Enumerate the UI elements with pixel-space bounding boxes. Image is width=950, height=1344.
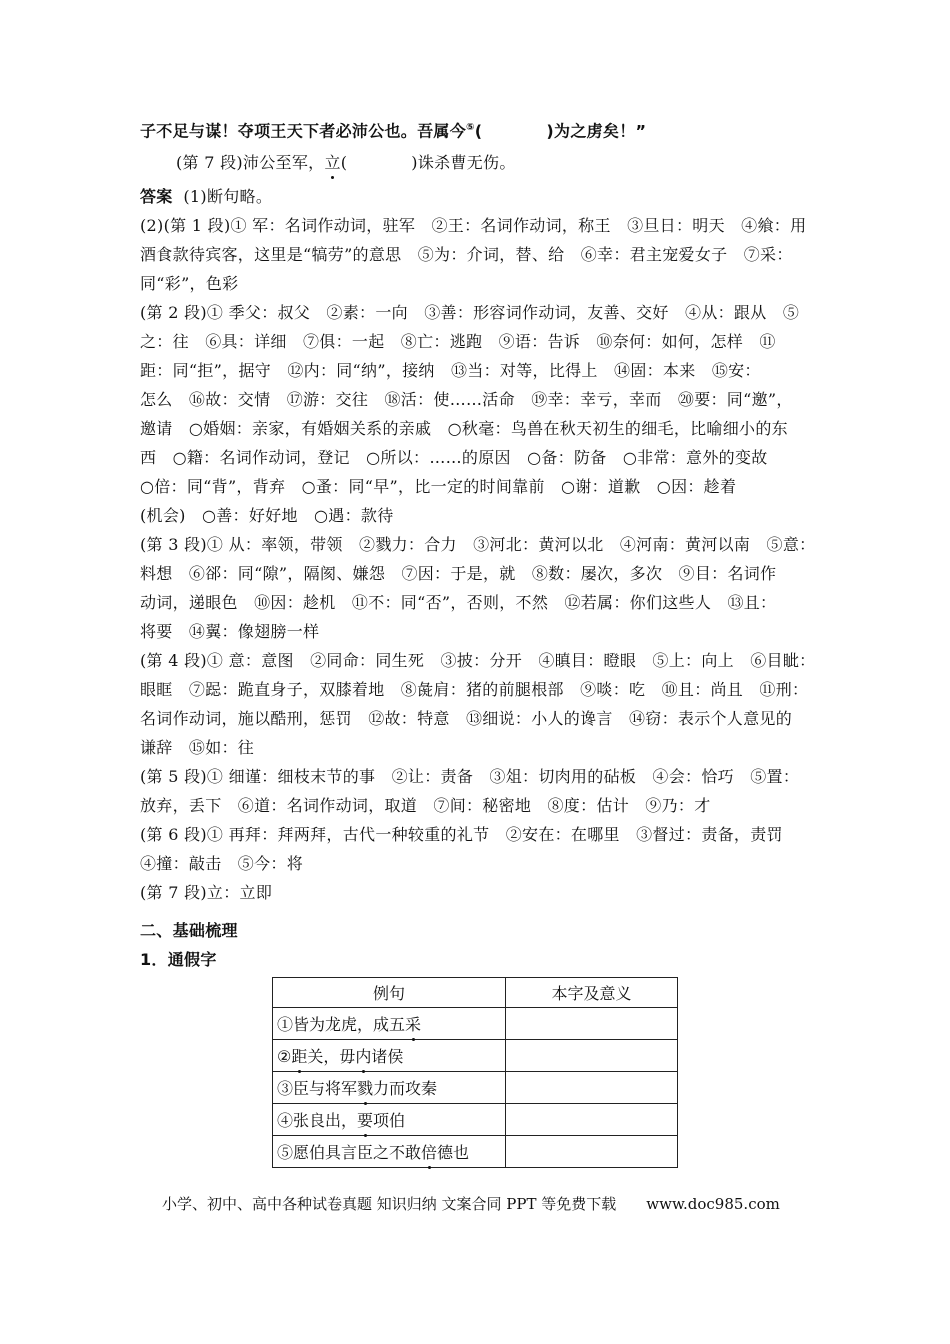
answer-first: (1)断句略。 — [183, 187, 273, 206]
passage-text: )诛杀曹无伤。 — [411, 153, 516, 172]
answer-line: 之：往 ⑥具：详细 ⑦俱：一起 ⑧亡：逃跑 ⑨语：告诉 ⑩奈何：如何，怎样 ⑪ — [140, 332, 776, 351]
passage-text: 子不足与谋！夺项王天下者必沛公也。吾属今 — [140, 121, 467, 141]
answer-line: (第 4 段)① 意：意图 ②同命：同生死 ③披：分开 ④瞋目：瞪眼 ⑤上：向上 ⑥目眦： — [140, 651, 816, 670]
answer-line: 谦辞 ⑮如：往 — [140, 738, 255, 757]
answer-cell[interactable] — [506, 1040, 678, 1072]
example-text: ④张良出， — [277, 1111, 358, 1130]
dotted-char: 立 — [324, 153, 341, 172]
answer-cell[interactable] — [506, 1008, 678, 1040]
dotted-char: 倍 — [421, 1140, 437, 1163]
answer-line: (第 7 段)立：立即 — [140, 883, 273, 902]
passage-text: (第 7 段)沛公至军， — [176, 153, 325, 172]
table-row — [273, 1072, 678, 1104]
answer-line: 距：同“拒”，据守 ⑫内：同“纳”，接纳 ⑬当：对等，比得上 ⑭固：本来 ⑮安： — [140, 361, 761, 380]
dotted-char: 采 — [405, 1012, 421, 1035]
example-cell — [273, 1136, 506, 1168]
tongjiazi-table — [272, 977, 678, 1168]
dotted-char: 要 — [357, 1108, 373, 1131]
answer-line: 酒食款待宾客，这里是“犒劳”的意思 ⑤为：介词，替、给 ⑥幸：君主宠爱女子 ⑦采： — [140, 245, 793, 264]
answer-line: ○倍：同“背”，背弃 ○蚤：同“早”，比一定的时间靠前 ○谢：道歉 ○因：趁着 — [140, 477, 737, 496]
table-row — [273, 1104, 678, 1136]
passage-line-2 — [176, 153, 856, 173]
footer-text[interactable]: 小学、初中、高中各种试卷真题 知识归纳 文案合同 PPT 等免费下载 www.doc985.com — [162, 1195, 780, 1213]
answer-line: 邀请 ○婚姻：亲家，有婚姻关系的亲戚 ○秋毫：鸟兽在秋天初生的细毛，比喻细小的东 — [140, 419, 788, 438]
subsection-heading: 1．通假字 — [140, 950, 217, 969]
table-row — [273, 1008, 678, 1040]
passage-text: )为之虏矣！” — [546, 121, 647, 141]
answer-line: 怎么 ⑯故：交情 ⑰游：交往 ⑱活：使……活命 ⑲幸：幸亏，幸而 ⑳要：同“邀”， — [140, 390, 793, 409]
answer-line: 同“彩”，色彩 — [140, 274, 239, 293]
answer-line: (机会) ○善：好好地 ○遇：款待 — [140, 506, 394, 525]
answer-heading — [140, 187, 820, 207]
example-cell — [273, 1008, 506, 1040]
blank-open: ( — [474, 121, 483, 141]
example-cell — [273, 1072, 506, 1104]
example-text: 关，毋 — [307, 1047, 356, 1066]
example-cell — [273, 1040, 506, 1072]
dotted-char: 戮 — [357, 1076, 373, 1099]
table-row — [273, 1136, 678, 1168]
answer-line: 料想 ⑥郤：同“隙”，隔阂、嫌怨 ⑦因：于是，就 ⑧数：屡次，多次 ⑨目：名词作 — [140, 564, 777, 583]
answer-line: (第 6 段)① 再拜：拜两拜，古代一种较重的礼节 ②安在：在哪里 ③督过：责备，责罚 — [140, 825, 783, 844]
example-text: 项伯 — [373, 1111, 406, 1130]
section-heading: 二、基础梳理 — [140, 921, 238, 940]
example-text: ② — [277, 1047, 292, 1066]
example-text: 力而攻秦 — [373, 1079, 438, 1098]
example-cell — [273, 1104, 506, 1136]
column-header-meaning: 本字及意义 — [506, 978, 678, 1008]
example-text: ①皆为龙虎，成五 — [277, 1015, 406, 1034]
example-text: 诸侯 — [371, 1047, 404, 1066]
dotted-char: 内 — [355, 1044, 371, 1067]
answer-line: 动词，递眼色 ⑩因：趁机 ⑪不：同“否”，否则，不然 ⑫若属：你们这些人 ⑬且： — [140, 593, 777, 612]
footnote-marker: ⑤ — [466, 122, 475, 133]
answer-cell[interactable] — [506, 1136, 678, 1168]
answer-cell[interactable] — [506, 1072, 678, 1104]
answer-line: ④撞：敲击 ⑤今：将 — [140, 854, 304, 873]
answer-line: 放弃，丢下 ⑥道：名词作动词，取道 ⑦间：秘密地 ⑧度：估计 ⑨乃：才 — [140, 796, 711, 815]
table-header-row — [273, 978, 678, 1008]
answer-line: (第 3 段)① 从：率领，带领 ②戮力：合力 ③河北：黄河以北 ④河南：黄河以南 ⑤意： — [140, 535, 816, 554]
answer-line: 眼眶 ⑦跽：跪直身子，双膝着地 ⑧彘肩：猪的前腿根部 ⑨啖：吃 ⑩且：尚且 ⑪刑： — [140, 680, 809, 699]
answer-line: (第 2 段)① 季父：叔父 ②素：一向 ③善：形容词作动词，友善、交好 ④从：跟从 ⑤ — [140, 303, 800, 322]
answer-line: 名词作动词，施以酷刑，惩罚 ⑫故：特意 ⑬细说：小人的谗言 ⑭窃：表示个人意见的 — [140, 709, 793, 728]
blank-open: ( — [340, 153, 348, 172]
answer-line: (2)(第 1 段)① 军：名词作动词，驻军 ②王：名词作动词，称王 ③旦日：明天 ④飨：用 — [140, 216, 807, 235]
example-text: 德也 — [437, 1143, 470, 1162]
example-text: ③臣与将军 — [277, 1079, 358, 1098]
table-row — [273, 1040, 678, 1072]
example-text: ⑤愿伯具言臣之不敢 — [277, 1143, 422, 1162]
dotted-char: 距 — [291, 1044, 307, 1067]
answer-line: 将要 ⑭翼：像翅膀一样 — [140, 622, 320, 641]
answer-line: 西 ○籍：名词作动词，登记 ○所以：……的原因 ○备：防备 ○非常：意外的变故 — [140, 448, 768, 467]
passage-line-1 — [140, 118, 820, 141]
answer-label: 答案 — [140, 187, 173, 206]
answer-cell[interactable] — [506, 1104, 678, 1136]
answer-line: (第 5 段)① 细谨：细枝末节的事 ②让：责备 ③俎：切肉用的砧板 ④会：恰巧 ⑤置： — [140, 767, 800, 786]
column-header-example: 例句 — [273, 978, 506, 1008]
